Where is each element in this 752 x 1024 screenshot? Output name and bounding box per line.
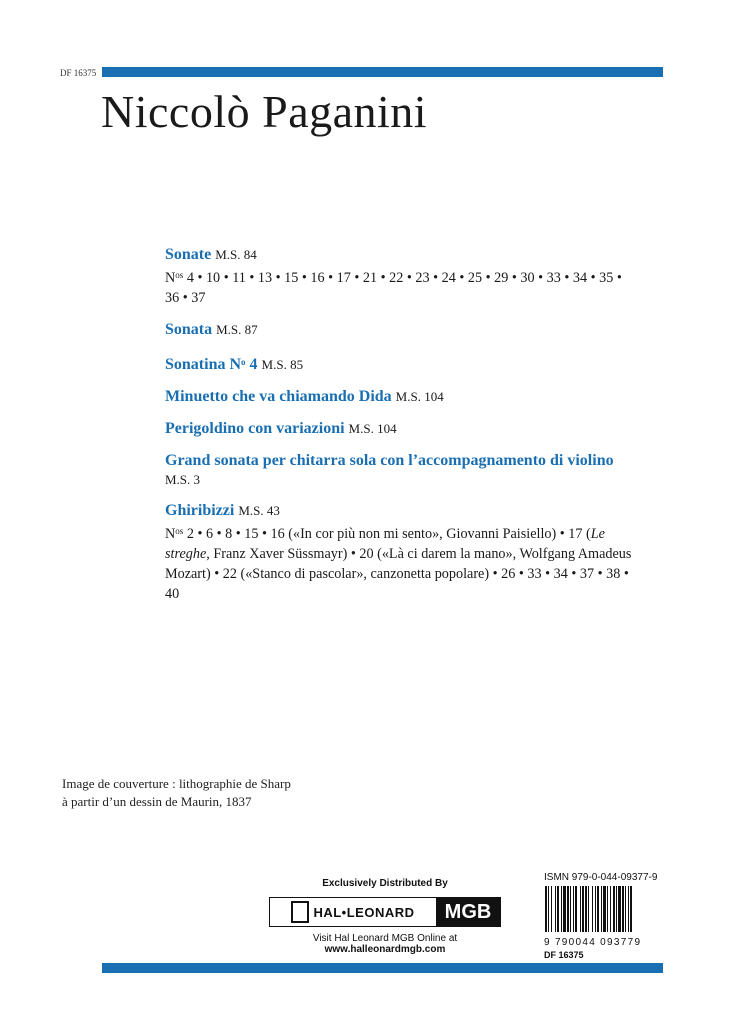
numbers-list: 4 • 10 • 11 • 13 • 15 • 16 • 17 • 21 • 22 • 23 • 24 • 25 • 29 • 30 • 33 • 34 • 35 • 36 • 37 bbox=[165, 270, 622, 306]
numbers-list: , Franz Xaver Süssmayr) • 20 («Là ci darem la mano», Wolfgang Amadeus Mozart) • 22 («Stanco di pascolar», canzonetta popolare) • 26 • 33 • 34 • 37 • 38 • 40 bbox=[165, 546, 632, 602]
work-ms: M.S. 104 bbox=[348, 421, 397, 436]
barcode-stripe bbox=[588, 886, 589, 932]
work-item bbox=[165, 245, 635, 308]
barcode-stripe bbox=[601, 886, 602, 932]
barcode-stripe bbox=[570, 886, 571, 932]
hal-leonard-mgb-logo bbox=[269, 897, 501, 927]
barcode-stripe bbox=[573, 886, 574, 932]
numbers-prefix: N bbox=[165, 270, 176, 286]
cover-credit bbox=[62, 775, 291, 811]
barcode-stripe bbox=[597, 886, 599, 932]
work-title: Grand sonata per chitarra sola con l’accompagnamento di violino bbox=[165, 452, 614, 469]
work-title: Sonata bbox=[165, 321, 213, 338]
hal-leonard-text: HAL•LEONARD bbox=[313, 904, 415, 920]
work-title bbox=[165, 356, 258, 373]
work-item bbox=[165, 352, 635, 375]
distributor-block bbox=[265, 878, 505, 955]
work-title: Perigoldino con variazioni bbox=[165, 420, 345, 437]
work-ms: M.S. 3 bbox=[165, 472, 201, 487]
work-item bbox=[165, 320, 635, 340]
barcode-stripe bbox=[551, 886, 552, 932]
title-part: Sonatina N bbox=[165, 356, 242, 373]
ismn-label: ISMN 979-0-044-09377-9 bbox=[544, 872, 658, 883]
work-numbers bbox=[165, 265, 635, 308]
work-title: Ghiribizzi bbox=[165, 502, 235, 519]
hal-leonard-icon bbox=[291, 901, 309, 923]
barcode-stripe bbox=[618, 886, 621, 932]
work-ms: M.S. 87 bbox=[216, 322, 258, 337]
barcode-stripe bbox=[622, 886, 624, 932]
website-url: www.halleonardmgb.com bbox=[324, 944, 446, 955]
barcode-stripe bbox=[545, 886, 547, 932]
hal-leonard-wordmark bbox=[270, 898, 436, 926]
barcode-stripe bbox=[592, 886, 593, 932]
barcode-icon bbox=[544, 886, 664, 932]
works-list bbox=[165, 245, 635, 616]
barcode-stripe bbox=[555, 886, 556, 932]
barcode-stripe bbox=[607, 886, 608, 932]
barcode-stripe bbox=[585, 886, 587, 932]
barcode-stripe bbox=[603, 886, 606, 932]
credit-line: Image de couverture : lithographie de Sharp bbox=[62, 776, 291, 791]
numbers-list: 2 • 6 • 8 • 15 • 16 («In cor più non mi sento», Giovanni Paisiello) • 17 ( bbox=[183, 526, 591, 542]
barcode-code: DF 16375 bbox=[544, 950, 584, 960]
work-numbers bbox=[165, 521, 635, 604]
work-ms: M.S. 43 bbox=[238, 503, 280, 518]
barcode-stripe bbox=[613, 886, 615, 932]
barcode-stripe bbox=[563, 886, 566, 932]
barcode-stripe bbox=[595, 886, 596, 932]
visit-label: Visit Hal Leonard MGB Online at bbox=[312, 933, 458, 944]
barcode-stripe bbox=[582, 886, 584, 932]
italic-title: Le streghe bbox=[165, 526, 605, 562]
numbers-sup: os bbox=[175, 270, 184, 280]
work-item bbox=[165, 419, 635, 439]
catalog-code-top: DF 16375 bbox=[60, 68, 97, 78]
barcode-stripe bbox=[548, 886, 549, 932]
work-ms: M.S. 85 bbox=[261, 357, 304, 372]
barcode-stripe bbox=[625, 886, 626, 932]
barcode-stripe bbox=[610, 886, 611, 932]
title-sup: o bbox=[241, 357, 246, 367]
barcode-stripe bbox=[630, 886, 632, 932]
exclusive-label: Exclusively Distributed By bbox=[322, 878, 448, 889]
numbers-sup: os bbox=[175, 526, 184, 536]
bottom-accent-bar bbox=[102, 963, 663, 973]
barcode-stripe bbox=[580, 886, 581, 932]
barcode-stripe bbox=[616, 886, 617, 932]
title-part: 4 bbox=[245, 356, 258, 373]
barcode-digits: 9 790044 093779 bbox=[544, 937, 642, 948]
work-item bbox=[165, 451, 635, 489]
work-title: Minuetto che va chiamando Dida bbox=[165, 388, 392, 405]
work-item bbox=[165, 387, 635, 407]
composer-name: Niccolò Paganini bbox=[101, 86, 428, 137]
mgb-wordmark: MGB bbox=[436, 898, 500, 926]
barcode-stripe bbox=[628, 886, 629, 932]
work-title: Sonate bbox=[165, 246, 212, 263]
numbers-prefix: N bbox=[165, 526, 176, 542]
barcode-stripe bbox=[557, 886, 559, 932]
barcode-stripe bbox=[567, 886, 569, 932]
barcode-stripe bbox=[575, 886, 577, 932]
work-item bbox=[165, 501, 635, 604]
work-ms: M.S. 84 bbox=[215, 247, 257, 262]
top-accent-bar bbox=[102, 67, 663, 77]
credit-line: à partir d’un dessin de Maurin, 1837 bbox=[62, 794, 252, 809]
barcode-block bbox=[544, 872, 666, 960]
barcode-stripe bbox=[561, 886, 562, 932]
work-ms: M.S. 104 bbox=[395, 389, 444, 404]
